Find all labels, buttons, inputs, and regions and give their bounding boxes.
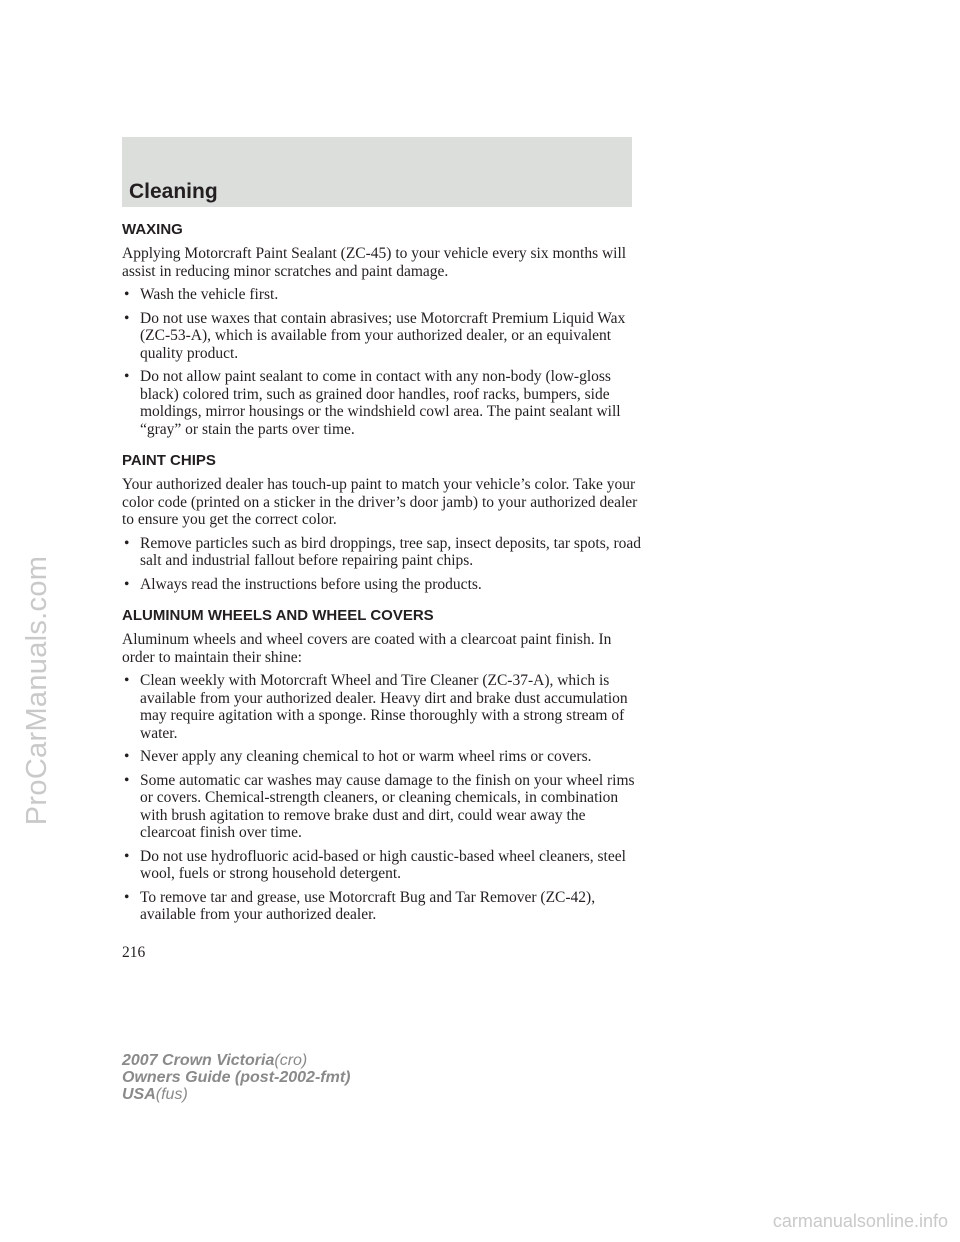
section-heading: WAXING xyxy=(122,221,183,238)
paragraph: Your authorized dealer has touch-up paint to match your vehicle’s color. Take your color code (printed on a sticker in the driver’s door jamb) to your authorized dealer to ensure you get the correct color. xyxy=(122,476,638,528)
footer-model: 2007 Crown Victoria xyxy=(122,1052,275,1069)
list-item: • To remove tar and grease, use Motorcraft Bug and Tar Remover (ZC-42), available from your authorized dealer. xyxy=(124,888,596,923)
list-item: • Do not use waxes that contain abrasives; use Motorcraft Premium Liquid Wax (ZC-53-A), which is available from your authorized dealer, or an equivalent quality product. xyxy=(124,309,626,362)
list-item: • Wash the vehicle first. xyxy=(124,286,279,303)
list-item: • Never apply any cleaning chemical to hot or warm wheel rims or covers. xyxy=(124,748,592,765)
paragraph: Applying Motorcraft Paint Sealant (ZC-45) to your vehicle every six months will assist in reducing minor scratches and paint damage. xyxy=(122,245,627,280)
bullet-icon: • xyxy=(124,672,130,689)
page-content xyxy=(122,221,642,930)
section-aluminum-wheels xyxy=(122,607,642,924)
list-item: • Remove particles such as bird droppings, tree sap, insect deposits, tar spots, road salt and industrial fallout before repairing paint chips. xyxy=(124,534,642,569)
section-header-band xyxy=(122,137,632,207)
footer-line xyxy=(122,1086,350,1103)
watermark xyxy=(8,420,68,960)
footer-line xyxy=(122,1069,350,1086)
section-heading: PAINT CHIPS xyxy=(122,452,216,469)
document-footer xyxy=(122,1052,350,1103)
bullet-icon: • xyxy=(124,309,130,327)
list-item: • Do not use hydrofluoric acid-based or high caustic-based wheel cleaners, steel wool, fuels or strong household detergent. xyxy=(124,847,626,882)
watermark-text: ProCarManuals.com xyxy=(21,555,54,825)
list-item: • Do not allow paint sealant to come in contact with any non-body (low-gloss black) colored trim, such as grained door handles, roof racks, bumpers, side moldings, mirror housings or the windshield cowl area. The paint sealant will “gray” or stain the parts over time. xyxy=(124,368,621,438)
bullet-icon: • xyxy=(124,771,130,789)
bullet-icon: • xyxy=(124,748,130,765)
bullet-icon: • xyxy=(124,847,130,865)
paragraph: Aluminum wheels and wheel covers are coated with a clearcoat paint finish. In order to maintain their shine: xyxy=(122,631,612,666)
footer-market-code: (fus) xyxy=(155,1086,188,1103)
bullet-icon: • xyxy=(124,534,130,552)
list-item: • Always read the instructions before using the products. xyxy=(124,575,482,593)
section-title: Cleaning xyxy=(129,180,218,203)
section-heading: ALUMINUM WHEELS AND WHEEL COVERS xyxy=(122,607,434,624)
list-item: • Some automatic car washes may cause damage to the finish on your wheel rims or covers. Chemical-strength cleaners, or cleaning chemicals, in combination with brush agitation to remove brake dust and dirt, could wear away the clearcoat finish over time. xyxy=(124,771,635,841)
footer-market: USA xyxy=(122,1086,156,1103)
page-number: 216 xyxy=(122,944,146,961)
footer-guide: Owners Guide (post-2002-fmt) xyxy=(122,1069,351,1086)
bullet-icon: • xyxy=(124,888,130,906)
list-item: • Clean weekly with Motorcraft Wheel and Tire Cleaner (ZC-37-A), which is available from your authorized dealer. Heavy dirt and brake dust accumulation may require agitation with a sponge. Rinse thoroughly with a strong stream of water. xyxy=(124,672,628,742)
section-waxing xyxy=(122,221,642,438)
bullet-icon: • xyxy=(124,286,130,303)
site-watermark: carmanualsonline.info xyxy=(772,1211,948,1231)
bullet-icon: • xyxy=(124,368,130,385)
bullet-icon: • xyxy=(124,575,130,593)
footer-line xyxy=(122,1052,350,1069)
section-paint-chips xyxy=(122,452,642,593)
footer-model-code: (cro) xyxy=(274,1052,308,1069)
